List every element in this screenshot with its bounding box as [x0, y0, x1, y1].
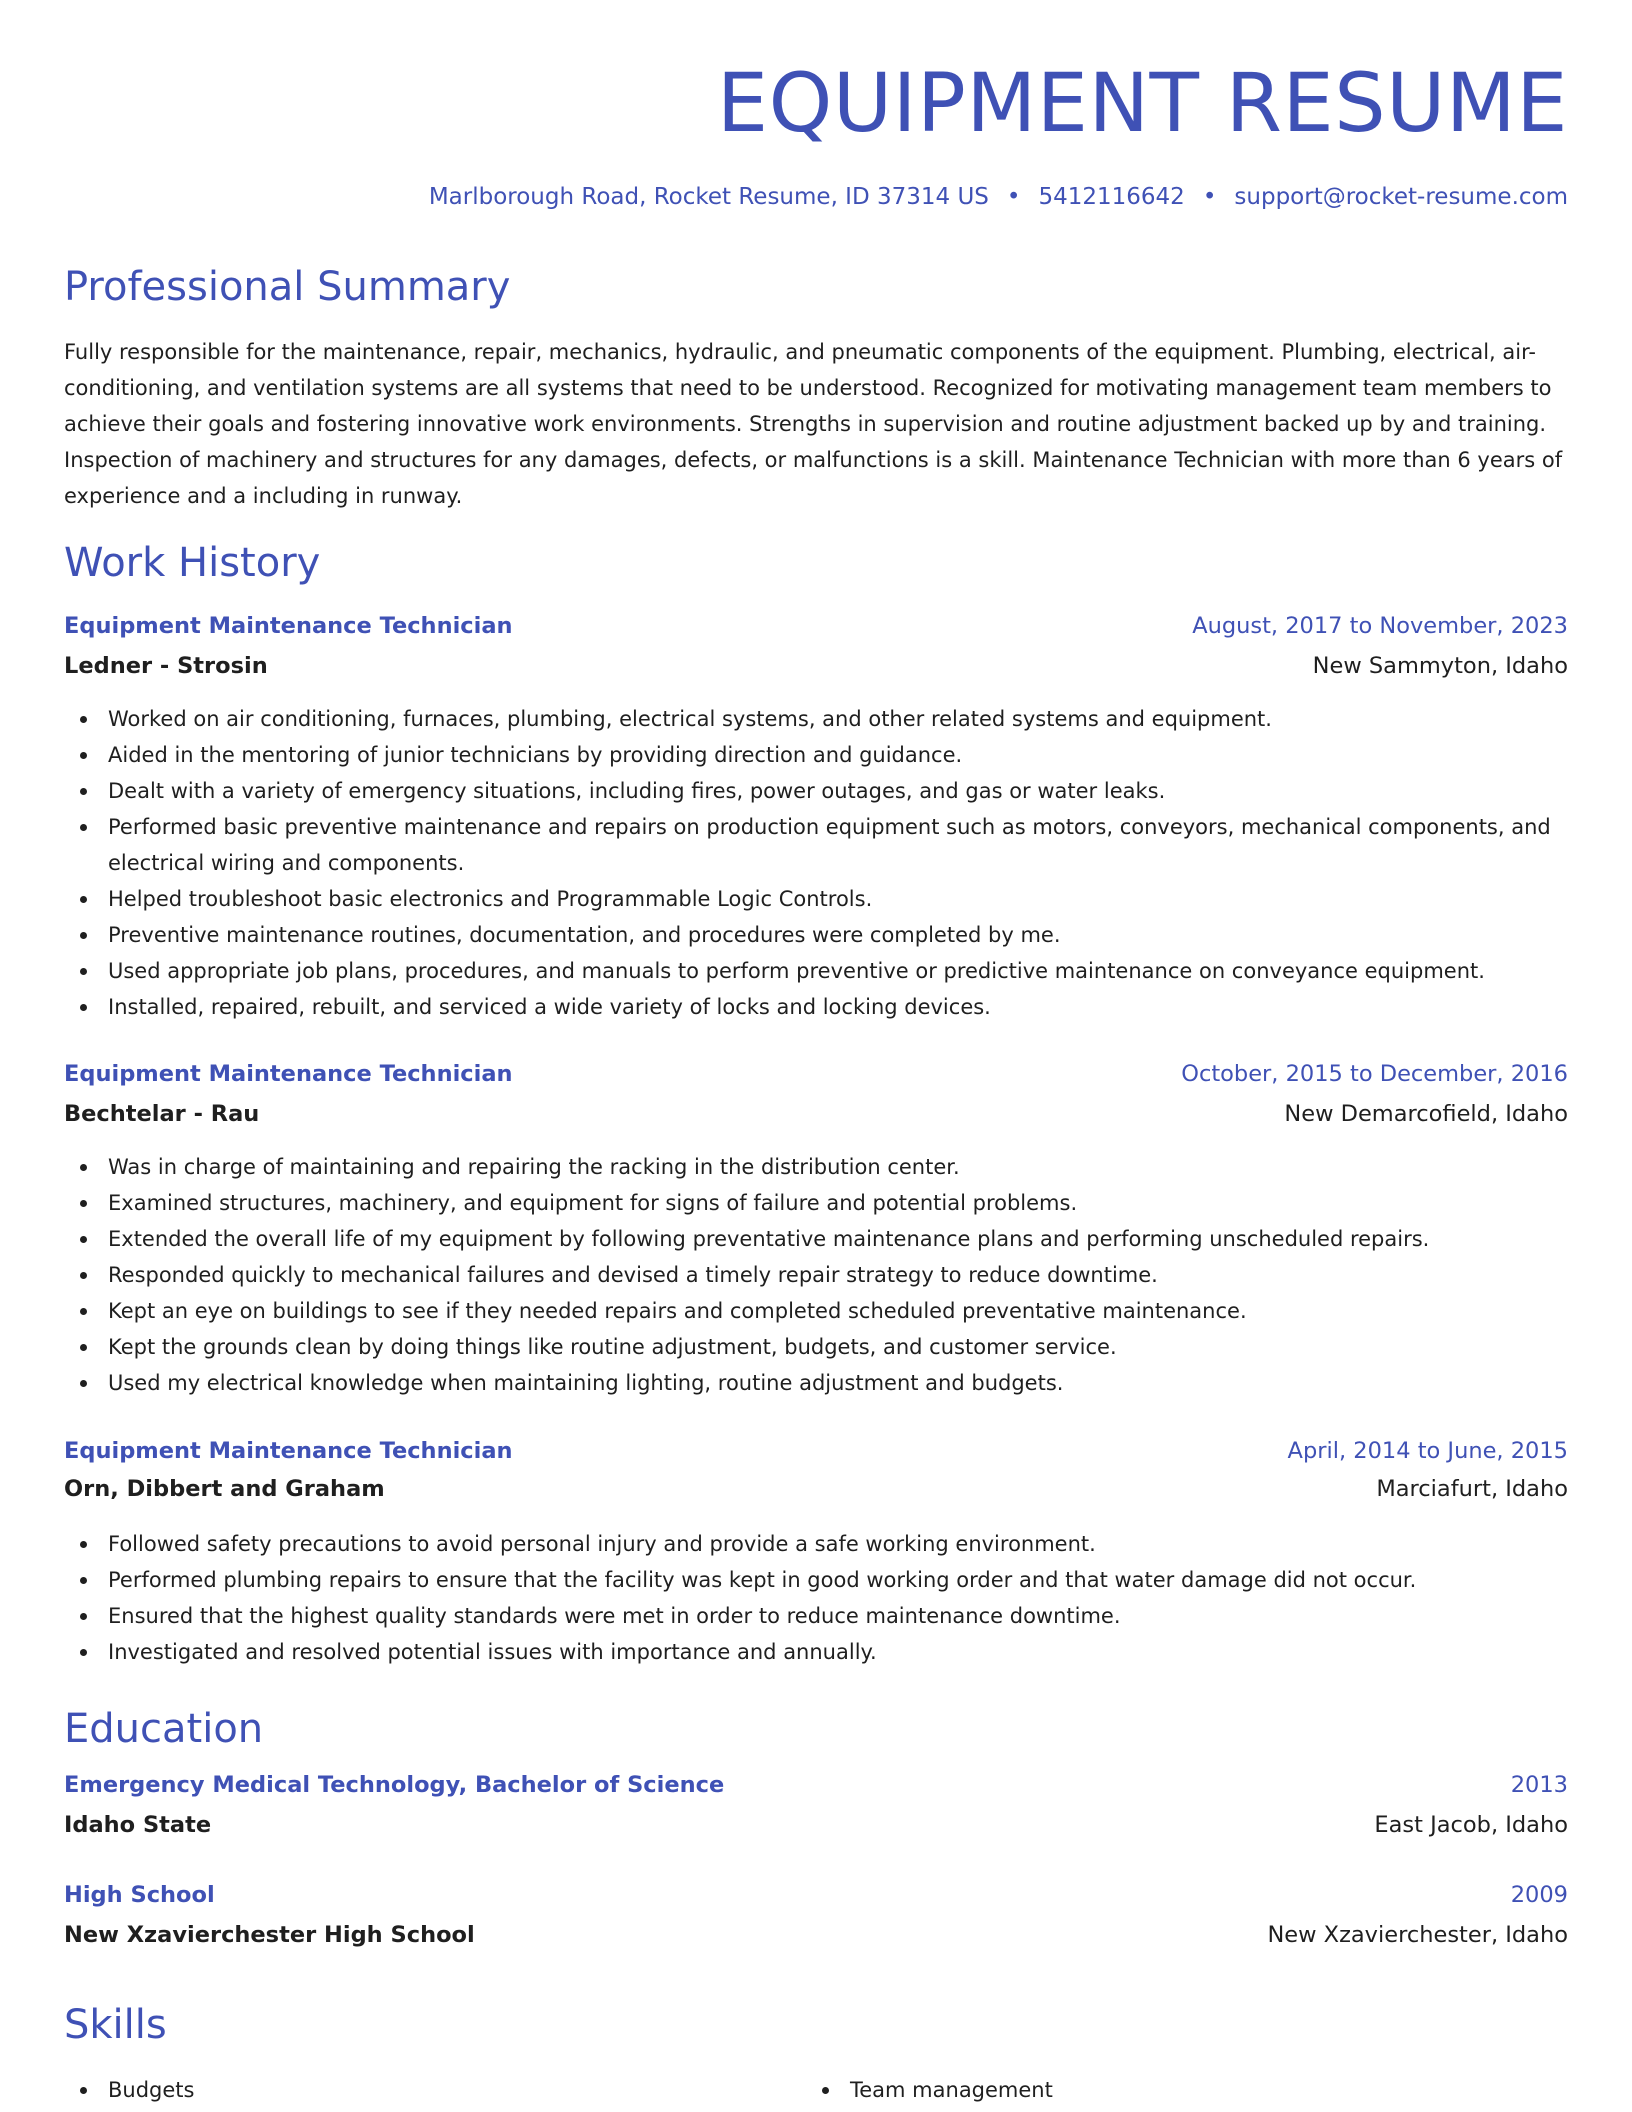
list-item: Dealt with a variety of emergency situations, including fires, power outages, and gas or water leaks. — [64, 773, 1568, 809]
job-header — [64, 1057, 1568, 1091]
list-item: Investigated and resolved potential issues with importance and annually. — [64, 1634, 1568, 1670]
summary-text: Fully responsible for the maintenance, repair, mechanics, hydraulic, and pneumatic components of the equipment. Plumbing, electrical, air-conditioning, and ventilation systems are all systems that need to be understood. Recognized for motivating management team members to achieve their goals and fostering innovative work environments. Strengths in supervision and routine adjustment backed up by and training. Inspection of machinery and structures for any damages, defects, or malfunctions is a skill. Maintenance Technician with more than 6 years of experience and a including in runway. — [64, 340, 1563, 508]
skills-heading: Skills — [64, 2002, 167, 2048]
list-item: Kept the grounds clean by doing things like routine adjustment, budgets, and customer service. — [64, 1329, 1568, 1365]
list-item: Performed plumbing repairs to ensure that the facility was kept in good working order and that water damage did not occur. — [64, 1562, 1568, 1598]
resume-title: EQUIPMENT RESUME — [716, 57, 1568, 151]
list-item: Examined structures, machinery, and equipment for signs of failure and potential problems. — [64, 1185, 1568, 1221]
job-dates: October, 2015 to December, 2016 — [1181, 1061, 1568, 1087]
education-location: New Xzavierchester, Idaho — [1267, 1922, 1568, 1948]
job-header — [64, 609, 1568, 643]
list-item: Used my electrical knowledge when maintaining lighting, routine adjustment and budgets. — [64, 1365, 1568, 1401]
list-item: Used appropriate job plans, procedures, and manuals to perform preventive or predictive maintenance on conveyance equipment. — [64, 953, 1568, 989]
skills-list — [64, 2072, 1568, 2108]
education-degree: High School — [64, 1882, 215, 1908]
education-year: 2013 — [1510, 1772, 1568, 1798]
summary-heading: Professional Summary — [64, 264, 511, 310]
job-title: Equipment Maintenance Technician — [64, 1438, 513, 1464]
list-item: Installed, repaired, rebuilt, and serviced a wide variety of locks and locking devices. — [64, 989, 1568, 1025]
job-company: Bechtelar - Rau — [64, 1101, 260, 1127]
contact-phone: 5412116642 — [1038, 184, 1185, 210]
skill-item: Team management — [806, 2072, 1548, 2108]
job-subheader — [64, 1472, 1568, 1506]
education-year: 2009 — [1510, 1882, 1568, 1908]
education-school: New Xzavierchester High School — [64, 1922, 475, 1948]
list-item: Aided in the mentoring of junior technicians by providing direction and guidance. — [64, 737, 1568, 773]
job-subheader — [64, 1097, 1568, 1131]
job-company: Ledner - Strosin — [64, 653, 268, 679]
list-item: Preventive maintenance routines, documentation, and procedures were completed by me. — [64, 917, 1568, 953]
education-location: East Jacob, Idaho — [1374, 1812, 1568, 1838]
list-item: Helped troubleshoot basic electronics and Programmable Logic Controls. — [64, 881, 1568, 917]
list-item: Extended the overall life of my equipment by following preventative maintenance plans and performing unscheduled repairs. — [64, 1221, 1568, 1257]
job-bullets — [64, 1149, 1568, 1401]
education-degree: Emergency Medical Technology, Bachelor of Science — [64, 1772, 725, 1798]
work-history-heading: Work History — [64, 540, 321, 586]
list-item: Responded quickly to mechanical failures and devised a timely repair strategy to reduce downtime. — [64, 1257, 1568, 1293]
education-subheader — [64, 1808, 1568, 1842]
education-heading: Education — [64, 1706, 264, 1752]
contact-separator: • — [1006, 184, 1021, 210]
job-location: New Sammyton, Idaho — [1312, 653, 1568, 679]
skill-item: Budgets — [64, 2072, 806, 2108]
list-item: Worked on air conditioning, furnaces, plumbing, electrical systems, and other related systems and equipment. — [64, 701, 1568, 737]
job-bullets — [64, 701, 1568, 1025]
job-dates: August, 2017 to November, 2023 — [1192, 613, 1568, 639]
job-subheader — [64, 649, 1568, 683]
job-header — [64, 1434, 1568, 1468]
job-company: Orn, Dibbert and Graham — [64, 1476, 385, 1502]
contact-line — [429, 181, 1568, 213]
list-item: Performed basic preventive maintenance and repairs on production equipment such as motors, conveyors, mechanical components, and electrical wiring and components. — [64, 809, 1568, 881]
job-location: Marciafurt, Idaho — [1376, 1476, 1568, 1502]
list-item: Followed safety precautions to avoid personal injury and provide a safe working environment. — [64, 1526, 1568, 1562]
list-item: Ensured that the highest quality standards were met in order to reduce maintenance downtime. — [64, 1598, 1568, 1634]
job-title: Equipment Maintenance Technician — [64, 613, 513, 639]
education-subheader — [64, 1918, 1568, 1952]
contact-email[interactable]: support@rocket-resume.com — [1234, 184, 1568, 210]
education-school: Idaho State — [64, 1812, 212, 1838]
contact-address: Marlborough Road, Rocket Resume, ID 37314 US — [428, 184, 989, 210]
contact-separator: • — [1202, 184, 1217, 210]
job-title: Equipment Maintenance Technician — [64, 1061, 513, 1087]
job-location: New Demarcofield, Idaho — [1284, 1101, 1568, 1127]
education-header — [64, 1768, 1568, 1802]
list-item: Kept an eye on buildings to see if they needed repairs and completed scheduled preventative maintenance. — [64, 1293, 1568, 1329]
list-item: Was in charge of maintaining and repairing the racking in the distribution center. — [64, 1149, 1568, 1185]
job-bullets — [64, 1526, 1568, 1670]
job-dates: April, 2014 to June, 2015 — [1287, 1438, 1568, 1464]
education-header — [64, 1878, 1568, 1912]
